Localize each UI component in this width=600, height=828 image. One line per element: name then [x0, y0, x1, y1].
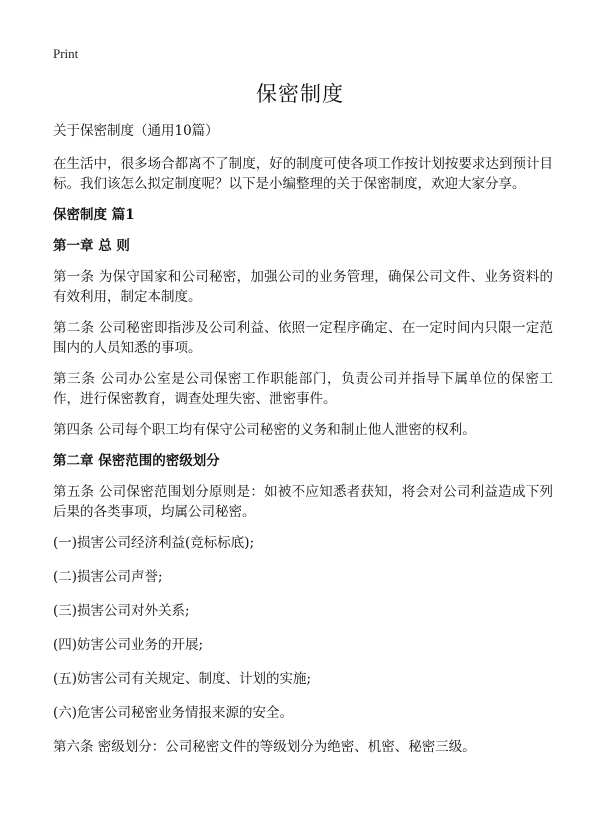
article-3: 第三条 公司办公室是公司保密工作职能部门，负责公司并指导下属单位的保密工作，进行保密教育，调查处理失密、泄密事件。 [53, 371, 553, 407]
list-item: (五)妨害公司有关规定、制度、计划的实施; [53, 671, 312, 687]
document-body [53, 121, 553, 768]
list-item: (三)损害公司对外关系; [53, 603, 190, 619]
subtitle: 关于保密制度（通用10篇） [53, 123, 219, 139]
article-5: 第五条 公司保密范围划分原则是：如被不应知悉者获知，将会对公司利益造成下列后果的各类事项，均属公司秘密。 [53, 484, 553, 520]
list-item: (四)妨害公司业务的开展; [53, 637, 204, 653]
article-6: 第六条 密级划分：公司秘密文件的等级划分为绝密、机密、秘密三级。 [53, 739, 476, 755]
list-item: (一)损害公司经济利益(竞标标底); [53, 535, 255, 551]
article-4: 第四条 公司每个职工均有保守公司秘密的义务和制止他人泄密的权利。 [53, 422, 476, 438]
chapter-1-heading: 第一章 总 则 [53, 238, 130, 254]
chapter-2-heading: 第二章 保密范围的密级划分 [53, 453, 220, 469]
article-1: 第一条 为保守国家和公司秘密，加强公司的业务管理，确保公司文件、业务资料的有效利用，制定本制度。 [53, 269, 553, 305]
article-2: 第二条 公司秘密即指涉及公司利益、依照一定程序确定、在一定时间内只限一定范围内的人员知悉的事项。 [53, 320, 553, 356]
list-item: (六)危害公司秘密业务情报来源的安全。 [53, 705, 294, 721]
page-title: 保密制度 [256, 82, 344, 106]
list-item: (二)损害公司声誉; [53, 569, 163, 585]
intro-paragraph: 在生活中，很多场合都离不了制度，好的制度可使各项工作按计划按要求达到预计目标。我们该怎么拟定制度呢？以下是小编整理的关于保密制度，欢迎大家分享。 [53, 156, 553, 192]
print-link[interactable]: Print [53, 46, 79, 61]
section-heading: 保密制度 篇1 [53, 207, 135, 223]
